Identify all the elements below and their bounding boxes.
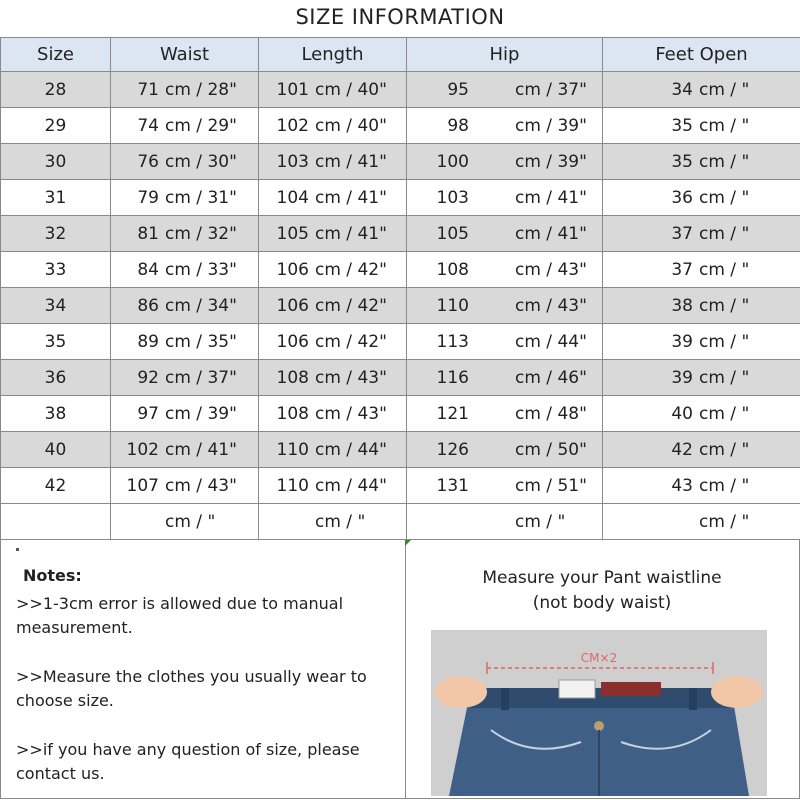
size-cell — [1, 432, 111, 468]
belt-loop — [501, 688, 509, 710]
waist-cm: 86 — [137, 295, 159, 316]
unit-cm: cm / — [315, 511, 353, 532]
feet-inch: " — [741, 367, 750, 388]
size-value: 34 — [44, 295, 67, 316]
hip-cm: 100 — [436, 151, 469, 172]
hip-inch: " — [557, 511, 566, 532]
size-table — [0, 37, 800, 540]
waist-inch: 31" — [207, 187, 237, 208]
feet-open-cell — [603, 144, 800, 180]
waist-cell — [111, 288, 259, 324]
unit-cm: cm / — [165, 439, 203, 460]
feet-inch: " — [741, 223, 750, 244]
table-body — [1, 72, 800, 540]
length-inch: 40" — [357, 79, 387, 100]
hip-cell — [407, 180, 603, 216]
length-cell — [259, 288, 407, 324]
waist-inch: 28" — [207, 79, 237, 100]
unit-cm: cm / — [315, 367, 353, 388]
unit-cm: cm / — [515, 439, 553, 460]
hip-inch: 43" — [557, 295, 587, 316]
feet-open-cell — [603, 108, 800, 144]
feet-inch: " — [741, 403, 750, 424]
feet-cm: 42 — [671, 439, 693, 460]
header-size: Size — [1, 38, 111, 72]
table-row — [1, 432, 800, 468]
feet-open-cell — [603, 360, 800, 396]
feet-inch: " — [741, 331, 750, 352]
size-value: 40 — [44, 439, 67, 460]
unit-cm: cm / — [699, 151, 737, 172]
feet-open-cell — [603, 216, 800, 252]
length-inch: 44" — [357, 475, 387, 496]
unit-cm: cm / — [699, 331, 737, 352]
waist-cell — [111, 252, 259, 288]
unit-cm: cm / — [699, 223, 737, 244]
unit-cm: cm / — [315, 331, 353, 352]
unit-cm: cm / — [315, 439, 353, 460]
hip-inch: 43" — [557, 259, 587, 280]
note-item: >>1-3cm error is allowed due to manual measurement. — [16, 594, 344, 637]
waist-cell — [111, 504, 259, 540]
length-cm: 108 — [276, 367, 309, 388]
measure-label: CM×2 — [580, 651, 618, 665]
table-row — [1, 144, 800, 180]
table-row — [1, 108, 800, 144]
waist-cm: 92 — [137, 367, 159, 388]
length-cell — [259, 360, 407, 396]
size-value: 38 — [44, 403, 67, 424]
hip-inch: 41" — [557, 187, 587, 208]
hip-cm: 116 — [436, 367, 469, 388]
unit-cm: cm / — [165, 223, 203, 244]
unit-cm: cm / — [165, 151, 203, 172]
hip-inch: 39" — [557, 115, 587, 136]
feet-inch: " — [741, 439, 750, 460]
feet-inch: " — [741, 79, 750, 100]
waist-cm: 84 — [137, 259, 159, 280]
unit-cm: cm / — [315, 115, 353, 136]
feet-open-cell — [603, 252, 800, 288]
waist-inch: 30" — [207, 151, 237, 172]
size-value: 30 — [44, 151, 67, 172]
length-cell — [259, 396, 407, 432]
waist-cm: 79 — [137, 187, 159, 208]
table-row — [1, 396, 800, 432]
hip-cm: 103 — [436, 187, 469, 208]
waist-cm: 97 — [137, 403, 159, 424]
size-cell — [1, 216, 111, 252]
measure-caption: Measure your Pant waistline — [482, 568, 722, 588]
header-feet-open: Feet Open — [603, 38, 800, 72]
length-inch: 42" — [357, 295, 387, 316]
unit-cm: cm / — [699, 403, 737, 424]
unit-cm: cm / — [165, 79, 203, 100]
length-cm: 106 — [276, 295, 309, 316]
length-cm: 106 — [276, 259, 309, 280]
size-value: 42 — [44, 475, 67, 496]
unit-cm: cm / — [699, 295, 737, 316]
waist-inch: 35" — [207, 331, 237, 352]
waist-cell — [111, 72, 259, 108]
unit-cm: cm / — [699, 367, 737, 388]
hip-cell — [407, 324, 603, 360]
feet-open-cell — [603, 72, 800, 108]
unit-cm: cm / — [699, 475, 737, 496]
size-cell — [1, 72, 111, 108]
length-cm: 110 — [276, 439, 309, 460]
feet-cm: 43 — [671, 475, 693, 496]
hip-inch: 51" — [557, 475, 587, 496]
length-cell — [259, 468, 407, 504]
length-inch: 41" — [357, 151, 387, 172]
feet-open-cell — [603, 324, 800, 360]
button-rivet — [594, 721, 604, 731]
hip-cell — [407, 72, 603, 108]
page-title: SIZE INFORMATION — [295, 5, 505, 29]
waist-cell — [111, 324, 259, 360]
feet-open-cell — [603, 180, 800, 216]
length-inch: " — [357, 511, 366, 532]
size-cell — [1, 108, 111, 144]
waist-cm: 89 — [137, 331, 159, 352]
feet-inch: " — [741, 187, 750, 208]
unit-cm: cm / — [699, 259, 737, 280]
waist-inch: 33" — [207, 259, 237, 280]
hip-cm: 110 — [436, 295, 469, 316]
length-cm: 105 — [276, 223, 309, 244]
right-hand — [711, 676, 763, 708]
unit-cm: cm / — [165, 115, 203, 136]
feet-cm: 40 — [671, 403, 693, 424]
size-cell — [1, 180, 111, 216]
notes-heading: Notes: — [23, 566, 82, 585]
length-cm: 106 — [276, 331, 309, 352]
table-row — [1, 324, 800, 360]
hip-cell — [407, 396, 603, 432]
unit-cm: cm / — [165, 403, 203, 424]
size-value: 36 — [44, 367, 67, 388]
waist-cell — [111, 468, 259, 504]
unit-cm: cm / — [165, 331, 203, 352]
table-row — [1, 504, 800, 540]
unit-cm: cm / — [699, 79, 737, 100]
notes-panel — [0, 540, 406, 799]
feet-open-cell — [603, 468, 800, 504]
waist-inch: 39" — [207, 403, 237, 424]
length-cell — [259, 504, 407, 540]
unit-cm: cm / — [699, 187, 737, 208]
waist-cm: 71 — [137, 79, 159, 100]
unit-cm: cm / — [515, 115, 553, 136]
feet-inch: " — [741, 151, 750, 172]
unit-cm: cm / — [515, 511, 553, 532]
unit-cm: cm / — [315, 475, 353, 496]
header-waist: Waist — [111, 38, 259, 72]
unit-cm: cm / — [515, 79, 553, 100]
length-cm: 110 — [276, 475, 309, 496]
jeans-waist-photo — [431, 630, 767, 796]
feet-inch: " — [741, 259, 750, 280]
unit-cm: cm / — [515, 187, 553, 208]
table-header-row — [1, 38, 800, 72]
unit-cm: cm / — [165, 187, 203, 208]
unit-cm: cm / — [699, 439, 737, 460]
corner-mark — [405, 540, 411, 546]
unit-cm: cm / — [699, 511, 737, 532]
waist-cell — [111, 144, 259, 180]
unit-cm: cm / — [515, 403, 553, 424]
unit-cm: cm / — [315, 151, 353, 172]
feet-cm: 39 — [671, 367, 693, 388]
feet-inch: " — [741, 511, 750, 532]
waist-cm: 74 — [137, 115, 159, 136]
length-cell — [259, 108, 407, 144]
note-item: >>if you have any question of size, please contact us. — [16, 740, 360, 783]
waist-cell — [111, 108, 259, 144]
size-cell — [1, 144, 111, 180]
length-cell — [259, 432, 407, 468]
hip-inch: 46" — [557, 367, 587, 388]
feet-cm: 35 — [671, 115, 693, 136]
length-cell — [259, 144, 407, 180]
feet-open-cell — [603, 288, 800, 324]
waist-cell — [111, 396, 259, 432]
size-value: 29 — [44, 115, 67, 136]
hip-cm: 121 — [436, 403, 469, 424]
length-cell — [259, 324, 407, 360]
unit-cm: cm / — [315, 79, 353, 100]
length-inch: 42" — [357, 259, 387, 280]
length-cm: 104 — [276, 187, 309, 208]
left-hand — [435, 676, 487, 708]
size-cell — [1, 360, 111, 396]
table-row — [1, 252, 800, 288]
hip-cm: 108 — [436, 259, 469, 280]
unit-cm: cm / — [515, 475, 553, 496]
unit-cm: cm / — [515, 295, 553, 316]
hip-cm: 95 — [447, 79, 469, 100]
waist-inch: 43" — [207, 475, 237, 496]
hip-cm: 113 — [436, 331, 469, 352]
unit-cm: cm / — [515, 151, 553, 172]
length-inch: 43" — [357, 403, 387, 424]
waist-cell — [111, 432, 259, 468]
hip-cell — [407, 252, 603, 288]
feet-inch: " — [741, 115, 750, 136]
size-value: 35 — [44, 331, 67, 352]
unit-cm: cm / — [315, 295, 353, 316]
bullet-dot — [16, 548, 19, 551]
unit-cm: cm / — [165, 475, 203, 496]
hip-inch: 44" — [557, 331, 587, 352]
hip-cell — [407, 144, 603, 180]
waist-cm: 107 — [126, 475, 159, 496]
unit-cm: cm / — [315, 187, 353, 208]
hip-inch: 37" — [557, 79, 587, 100]
length-cm: 101 — [276, 79, 309, 100]
unit-cm: cm / — [165, 367, 203, 388]
length-cell — [259, 252, 407, 288]
waist-inch: 29" — [207, 115, 237, 136]
waist-cell — [111, 360, 259, 396]
hip-inch: 39" — [557, 151, 587, 172]
size-value: 31 — [44, 187, 67, 208]
waist-cm: 102 — [126, 439, 159, 460]
unit-cm: cm / — [165, 259, 203, 280]
table-row — [1, 180, 800, 216]
table-row — [1, 72, 800, 108]
feet-cm: 38 — [671, 295, 693, 316]
length-cm: 103 — [276, 151, 309, 172]
waist-cell — [111, 180, 259, 216]
unit-cm: cm / — [315, 403, 353, 424]
table-row — [1, 216, 800, 252]
length-inch: 40" — [357, 115, 387, 136]
waist-cm: 81 — [137, 223, 159, 244]
header-hip: Hip — [407, 38, 603, 72]
feet-inch: " — [741, 295, 750, 316]
unit-cm: cm / — [165, 511, 203, 532]
waist-inch: 34" — [207, 295, 237, 316]
feet-open-cell — [603, 396, 800, 432]
size-cell — [1, 468, 111, 504]
length-cell — [259, 216, 407, 252]
unit-cm: cm / — [515, 367, 553, 388]
table-row — [1, 288, 800, 324]
length-inch: 43" — [357, 367, 387, 388]
feet-open-cell — [603, 432, 800, 468]
length-cell — [259, 180, 407, 216]
unit-cm: cm / — [315, 259, 353, 280]
unit-cm: cm / — [315, 223, 353, 244]
feet-inch: " — [741, 475, 750, 496]
hip-inch: 48" — [557, 403, 587, 424]
feet-cm: 36 — [671, 187, 693, 208]
size-cell — [1, 396, 111, 432]
waist-inch: 41" — [207, 439, 237, 460]
waist-cell — [111, 216, 259, 252]
bottom-section — [0, 540, 800, 800]
size-value: 28 — [44, 79, 67, 100]
size-label-tag — [559, 680, 595, 698]
hip-inch: 50" — [557, 439, 587, 460]
feet-cm: 34 — [671, 79, 693, 100]
hip-cm: 105 — [436, 223, 469, 244]
unit-cm: cm / — [165, 295, 203, 316]
size-value: 33 — [44, 259, 67, 280]
hip-cm: 126 — [436, 439, 469, 460]
hip-inch: 41" — [557, 223, 587, 244]
length-cell — [259, 72, 407, 108]
hip-cell — [407, 216, 603, 252]
length-cm: 102 — [276, 115, 309, 136]
length-inch: 42" — [357, 331, 387, 352]
waist-inch: 32" — [207, 223, 237, 244]
length-cm: 108 — [276, 403, 309, 424]
note-item: >>Measure the clothes you usually wear to choose size. — [16, 667, 367, 710]
unit-cm: cm / — [699, 115, 737, 136]
belt-loop — [689, 688, 697, 710]
hip-cell — [407, 504, 603, 540]
size-cell — [1, 504, 111, 540]
header-length: Length — [259, 38, 407, 72]
unit-cm: cm / — [515, 331, 553, 352]
hip-cell — [407, 432, 603, 468]
feet-cm: 37 — [671, 259, 693, 280]
measure-caption-sub: (not body waist) — [532, 593, 672, 613]
size-value: 32 — [44, 223, 67, 244]
hip-cm: 98 — [447, 115, 469, 136]
measure-panel — [405, 540, 800, 799]
length-inch: 41" — [357, 223, 387, 244]
hip-cell — [407, 468, 603, 504]
hip-cell — [407, 108, 603, 144]
hip-cm: 131 — [436, 475, 469, 496]
waist-inch: " — [207, 511, 216, 532]
feet-cm: 35 — [671, 151, 693, 172]
hip-cell — [407, 360, 603, 396]
feet-open-cell — [603, 504, 800, 540]
unit-cm: cm / — [515, 259, 553, 280]
brand-tag — [601, 682, 661, 696]
table-row — [1, 468, 800, 504]
hip-cell — [407, 288, 603, 324]
size-cell — [1, 252, 111, 288]
length-inch: 44" — [357, 439, 387, 460]
waist-inch: 37" — [207, 367, 237, 388]
length-inch: 41" — [357, 187, 387, 208]
feet-cm: 37 — [671, 223, 693, 244]
table-row — [1, 360, 800, 396]
size-cell — [1, 288, 111, 324]
waist-cm: 76 — [137, 151, 159, 172]
unit-cm: cm / — [515, 223, 553, 244]
size-cell — [1, 324, 111, 360]
feet-cm: 39 — [671, 331, 693, 352]
